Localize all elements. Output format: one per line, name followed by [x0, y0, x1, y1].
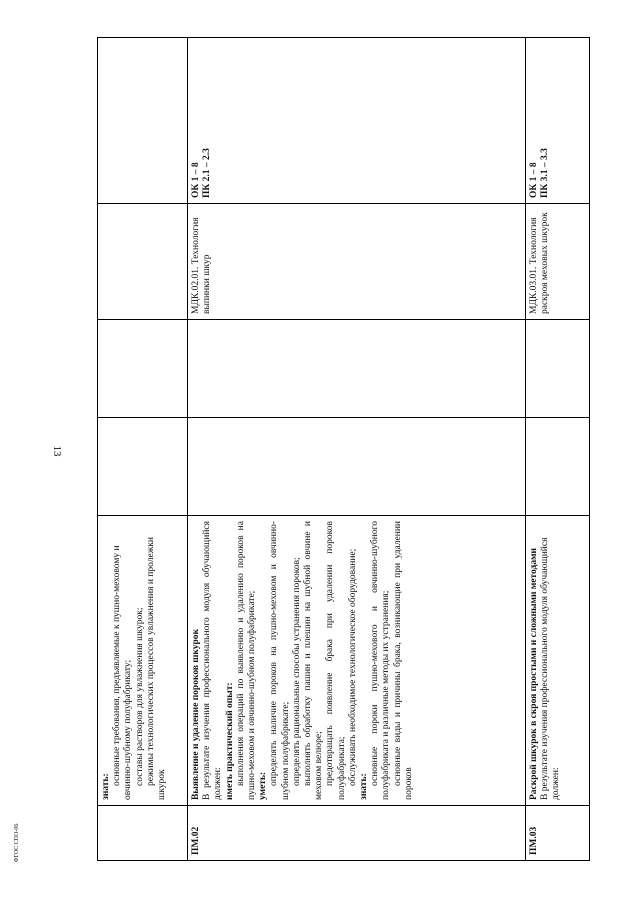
- empty-cell: [98, 320, 188, 418]
- know-item: режимы технологических процессов увлажнения и пролежки шкурок: [145, 537, 168, 800]
- competency: ПК 3.1 – 3.3: [540, 148, 551, 198]
- skill-item: определять рациональные способы устранения пороков;: [291, 557, 302, 786]
- description-cell: [188, 516, 526, 806]
- table-row: [526, 38, 590, 861]
- know-label: знать:: [359, 773, 370, 800]
- competencies-cell: [526, 38, 590, 204]
- skill-item: определять наличие пороков на пушно-меховом и овчинно-шубном полуфабрикате;: [269, 521, 291, 800]
- skill-item: обслуживать необходимое технологическое оборудование;: [347, 548, 358, 786]
- table-row: [188, 38, 526, 861]
- know-item: основные требования, предъявляемые к пушно-меховому и овчинно-шубному полуфабрикату;: [112, 545, 134, 800]
- empty-cell: [98, 38, 188, 204]
- competency: ОК 1 – 8: [529, 162, 539, 198]
- skills-label: уметь:: [258, 771, 269, 800]
- know-item: основные виды и причины брака, возникающие при удалении пороков: [392, 521, 414, 800]
- empty-cell: [98, 418, 188, 516]
- empty-cell: [188, 418, 526, 516]
- module-title: Раскрой шкурок в скроя простыми и сложными методами: [529, 547, 539, 800]
- page-number: 13: [51, 445, 63, 457]
- module-intro: В результате изучения профессионального модуля обучающийся должен:: [540, 537, 562, 800]
- empty-cell: [526, 320, 590, 418]
- experience-label: иметь практический опыт:: [224, 682, 235, 800]
- table-row: [98, 38, 188, 861]
- know-item: составы растворов для увлажнения шкурок;: [134, 607, 145, 786]
- know-item: основные пороки пушно-мехового и овчинно-шубного полуфабриката и различные методы их устранения;: [370, 521, 392, 800]
- module-code-cell: [98, 806, 188, 861]
- curriculum-table-container: [97, 38, 589, 861]
- competency: ПК 2.1 – 2.3: [202, 148, 213, 198]
- module-code-cell: ПМ.02: [188, 806, 526, 861]
- mdk-cell: МДК.02.01. Технология выпинки шкур: [188, 204, 526, 320]
- description-cell: [98, 516, 188, 806]
- module-code-cell: ПМ.03: [526, 806, 590, 861]
- know-label: знать:: [101, 773, 111, 800]
- module-intro: В результате изучения профессионального модуля обучающийся должен:: [202, 521, 224, 800]
- skill-item: предотвращать появление брака при удалении пороков полуфабриката;: [325, 521, 347, 800]
- competency: ОК 1 – 8: [191, 162, 201, 198]
- experience-text: выполнения операций по выявлению и удалению пороков на пушно-меховом и овчинно-шубном полуфабрикате;: [235, 521, 258, 800]
- description-cell: [526, 516, 590, 806]
- footer-code: ФГОС СПО-06: [14, 823, 20, 863]
- empty-cell: [526, 418, 590, 516]
- module-title: Выявление и удаление пороков шкурок: [191, 629, 201, 800]
- mdk-cell: [98, 204, 188, 320]
- skill-item: выполнять обработку пашин и плешин на шубной овчине и меховом велюре;: [303, 521, 325, 800]
- curriculum-table: [97, 37, 590, 861]
- competencies-cell: [188, 38, 526, 204]
- empty-cell: [188, 320, 526, 418]
- mdk-cell: МДК.03.01. Технология раскроя меховых шкурок: [526, 204, 590, 320]
